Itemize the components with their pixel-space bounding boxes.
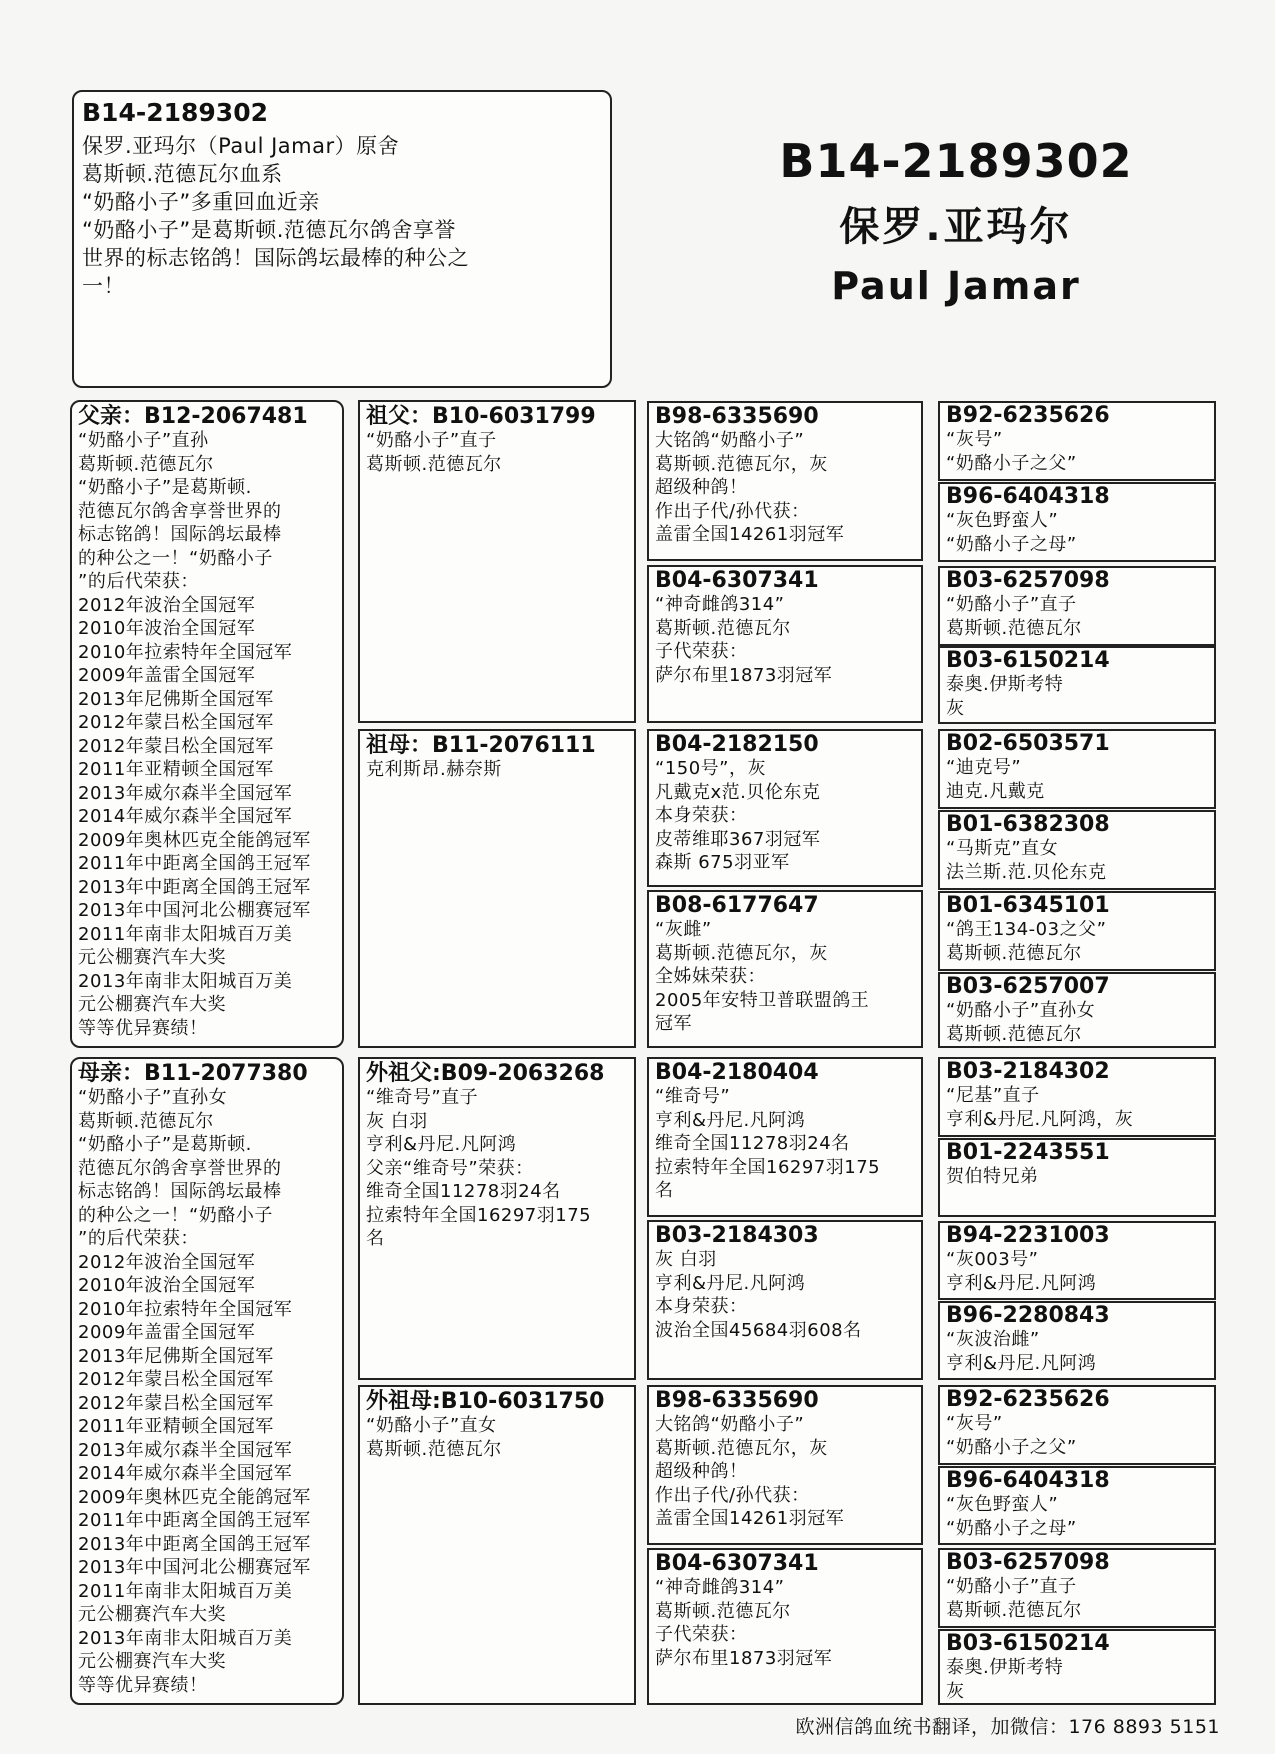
- ggg-line: 灰: [946, 697, 965, 719]
- subject-line: 一！: [82, 274, 125, 298]
- dam-line: 2009年奥林匹克全能鸽冠军: [78, 1486, 311, 1508]
- great-grandparent-line: 大铭鸽“奶酪小子”: [655, 1414, 805, 1435]
- sire-line: ”的后代荣获：: [78, 571, 199, 592]
- ggg-line: 法兰斯.范.贝伦东克: [946, 861, 1107, 883]
- ggg-line: “奶酪小子之母”: [946, 533, 1077, 555]
- ggg-line: “灰号”: [946, 1413, 1003, 1434]
- subject-lines: [82, 132, 602, 300]
- great-grandparent-line: 凡戴克x范.贝伦东克: [655, 781, 821, 803]
- sire-line: 2010年波治全国冠军: [78, 618, 256, 639]
- sire-line: 2013年中距离全国鸽王冠军: [78, 876, 311, 898]
- great-grandparent-line: 萨尔布里1873羽冠军: [655, 664, 833, 686]
- dam-line: 2013年中国河北公棚赛冠军: [78, 1557, 311, 1578]
- ggg-card: [938, 1385, 1216, 1465]
- subject-card: [72, 90, 612, 388]
- sire-line: 元公棚赛汽车大奖: [78, 994, 226, 1015]
- sire-line: 2009年盖雷全国冠军: [78, 665, 256, 686]
- grandparent-line: 葛斯顿.范德瓦尔: [366, 1438, 502, 1460]
- dam-line: 2009年盖雷全国冠军: [78, 1322, 256, 1343]
- ggg-ring: B96-6404318: [946, 1468, 1110, 1493]
- ggg-line: “奶酪小子”直子: [946, 594, 1077, 615]
- dam-card: [70, 1057, 344, 1705]
- ggg-line: 亨利&丹尼.凡阿鸿: [946, 1272, 1097, 1294]
- sire-line: 2014年威尔森半全国冠军: [78, 806, 293, 827]
- ggg-line: “迪克号”: [946, 757, 1022, 778]
- great-grandparent-line: “维奇号”: [655, 1086, 731, 1107]
- ggg-ring: B03-6150214: [946, 648, 1110, 673]
- dam-line: 2013年威尔森半全国冠军: [78, 1439, 293, 1461]
- sire-line: 2011年中距离全国鸽王冠军: [78, 853, 311, 874]
- great-grandparent-line: 维奇全国11278羽24名: [655, 1133, 850, 1154]
- great-grandparent-line: 盖雷全国14261羽冠军: [655, 1508, 845, 1529]
- dam-line: 2010年波治全国冠军: [78, 1275, 256, 1296]
- dam-lines: [78, 1086, 336, 1697]
- grandparent-line: “维奇号”直子: [366, 1087, 479, 1108]
- sire-line: 2011年亚精顿全国冠军: [78, 759, 274, 780]
- dam-line: 范德瓦尔鸽舍享誉世界的: [78, 1157, 282, 1179]
- ggg-ring: B02-6503571: [946, 731, 1110, 756]
- subject-line: 保罗.亚玛尔（Paul Jamar）原舍: [82, 134, 400, 158]
- ggg-card: [938, 401, 1216, 481]
- dam-line: 2011年中距离全国鸽王冠军: [78, 1510, 311, 1531]
- ggg-line: 亨利&丹尼.凡阿鸿，灰: [946, 1108, 1134, 1130]
- great-grandparent-card: [647, 1385, 923, 1545]
- sire-line: 2009年奥林匹克全能鸽冠军: [78, 829, 311, 851]
- great-grandparent-card: [647, 401, 923, 561]
- dam-line: 2011年亚精顿全国冠军: [78, 1416, 274, 1437]
- ggg-card: [938, 1221, 1216, 1300]
- ggg-line: “奶酪小子之母”: [946, 1517, 1077, 1539]
- great-grandparent-line: 皮蒂维耶367羽冠军: [655, 828, 821, 850]
- ggg-card: [938, 1548, 1216, 1628]
- sire-line: “奶酪小子”直孙: [78, 430, 209, 451]
- sire-card: [70, 400, 344, 1048]
- dam-line: 2014年威尔森半全国冠军: [78, 1463, 293, 1484]
- footer-contact: 欧洲信鸽血统书翻译，加微信：176 8893 5151: [795, 1716, 1220, 1738]
- sire-line: 2013年尼佛斯全国冠军: [78, 688, 274, 710]
- grandparent-card: [358, 1057, 636, 1380]
- great-grandparent-line: 萨尔布里1873羽冠军: [655, 1647, 833, 1669]
- grandparent-line: 拉索特年全国16297羽175: [366, 1204, 592, 1226]
- grandparent-ring: 祖父：B10-6031799: [366, 404, 596, 429]
- great-grandparent-line: “150号”，灰: [655, 758, 767, 779]
- dam-line: 2012年波治全国冠军: [78, 1251, 256, 1273]
- great-grandparent-line: 子代荣获：: [655, 1624, 748, 1645]
- great-grandparent-line: “神奇雌鸽314”: [655, 1577, 785, 1598]
- ggg-line: 葛斯顿.范德瓦尔: [946, 617, 1082, 639]
- ggg-card: [938, 1138, 1216, 1217]
- sire-line: 2012年波治全国冠军: [78, 594, 256, 616]
- great-grandparent-line: 灰 白羽: [655, 1249, 717, 1270]
- great-grandparent-line: “灰雌”: [655, 919, 712, 940]
- great-grandparent-line: 超级种鸽！: [655, 477, 748, 498]
- dam-line: 等等优异赛绩！: [78, 1674, 208, 1696]
- ggg-line: 葛斯顿.范德瓦尔: [946, 942, 1082, 964]
- great-grandparent-line: 作出子代/孙代获：: [655, 500, 810, 522]
- dam-line: 元公棚赛汽车大奖: [78, 1651, 226, 1672]
- ggg-card: [938, 1466, 1216, 1545]
- ggg-line: 迪克.凡戴克: [946, 780, 1045, 802]
- sire-line: 2013年威尔森半全国冠军: [78, 782, 293, 804]
- ggg-card: [938, 566, 1216, 646]
- great-grandparent-line: 子代荣获：: [655, 641, 748, 662]
- grandparent-line: 克利斯昂.赫奈斯: [366, 759, 502, 780]
- great-grandparent-line: 拉索特年全国16297羽175: [655, 1156, 881, 1178]
- ggg-line: “奶酪小子”直孙女: [946, 1000, 1096, 1021]
- sire-line: 标志铭鸽！国际鸽坛最棒: [78, 524, 282, 545]
- dam-line: 的种公之一！“奶酪小子: [78, 1204, 273, 1226]
- ggg-ring: B01-6382308: [946, 812, 1110, 837]
- sire-line: “奶酪小子”是葛斯顿.: [78, 477, 252, 498]
- ggg-ring: B94-2231003: [946, 1223, 1110, 1248]
- sire-line: 2013年中国河北公棚赛冠军: [78, 900, 311, 921]
- grandparent-line: “奶酪小子”直子: [366, 430, 497, 451]
- great-grandparent-line: 葛斯顿.范德瓦尔，灰: [655, 1437, 828, 1459]
- great-grandparent-line: 葛斯顿.范德瓦尔，灰: [655, 942, 828, 964]
- great-grandparent-line: 名: [655, 1180, 674, 1201]
- great-grandparent-ring: B04-2182150: [655, 732, 819, 757]
- ggg-ring: B01-6345101: [946, 893, 1110, 918]
- ggg-card: [938, 1301, 1216, 1380]
- dam-line: “奶酪小子”是葛斯顿.: [78, 1134, 252, 1155]
- great-grandparent-ring: B08-6177647: [655, 893, 819, 918]
- great-grandparent-line: 大铭鸽“奶酪小子”: [655, 430, 805, 451]
- dam-line: 2013年南非太阳城百万美: [78, 1627, 293, 1649]
- great-grandparent-line: 葛斯顿.范德瓦尔: [655, 617, 791, 639]
- sire-line: 等等优异赛绩！: [78, 1017, 208, 1039]
- sire-line: 的种公之一！“奶酪小子: [78, 547, 273, 569]
- great-grandparent-line: 冠军: [655, 1013, 692, 1034]
- great-grandparent-line: 盖雷全国14261羽冠军: [655, 524, 845, 545]
- ggg-card: [938, 1057, 1216, 1137]
- ggg-card: [938, 891, 1216, 971]
- grandparent-line: 名: [366, 1228, 385, 1249]
- subject-ring: B14-2189302: [82, 98, 268, 127]
- grandparent-ring: 外祖母:B10-6031750: [366, 1389, 605, 1414]
- great-grandparent-ring: B04-6307341: [655, 1551, 819, 1576]
- ggg-line: 葛斯顿.范德瓦尔: [946, 1023, 1082, 1045]
- sire-line: 2012年蒙吕松全国冠军: [78, 735, 274, 757]
- dam-line: 2012年蒙吕松全国冠军: [78, 1392, 274, 1414]
- ggg-line: “尼基”直子: [946, 1085, 1040, 1106]
- great-grandparent-line: 葛斯顿.范德瓦尔，灰: [655, 453, 828, 475]
- grandparent-line: 灰 白羽: [366, 1110, 428, 1132]
- ggg-ring: B03-2184302: [946, 1059, 1110, 1084]
- sire-line: 2011年南非太阳城百万美: [78, 923, 293, 945]
- dam-ring: 母亲：B11-2077380: [78, 1061, 308, 1086]
- ggg-line: 灰: [946, 1680, 965, 1702]
- sire-line: 2012年蒙吕松全国冠军: [78, 712, 274, 733]
- great-grandparent-card: [647, 1548, 923, 1705]
- great-grandparent-ring: B98-6335690: [655, 404, 819, 429]
- great-grandparent-line: 亨利&丹尼.凡阿鸿: [655, 1109, 806, 1131]
- great-grandparent-line: 葛斯顿.范德瓦尔: [655, 1600, 791, 1622]
- great-grandparent-line: 作出子代/孙代获：: [655, 1484, 810, 1506]
- header-name-cn: 保罗.亚玛尔: [839, 204, 1073, 250]
- great-grandparent-line: 森斯 675羽亚军: [655, 852, 790, 873]
- ggg-line: 葛斯顿.范德瓦尔: [946, 1599, 1082, 1621]
- ggg-card: [938, 646, 1216, 724]
- sire-line: 葛斯顿.范德瓦尔: [78, 453, 214, 475]
- subject-line: 葛斯顿.范德瓦尔血系: [82, 162, 283, 186]
- subject-line: “奶酪小子”多重回血近亲: [82, 190, 320, 214]
- subject-line: 世界的标志铭鸽！国际鸽坛最棒的种公之: [82, 246, 469, 270]
- dam-line: 2010年拉索特年全国冠军: [78, 1298, 293, 1320]
- dam-line: ”的后代荣获：: [78, 1228, 199, 1249]
- ggg-line: 泰奥.伊斯考特: [946, 674, 1064, 695]
- great-grandparent-line: 2005年安特卫普联盟鸽王: [655, 989, 870, 1011]
- ggg-line: 贺伯特兄弟: [946, 1166, 1039, 1187]
- grandparent-card: [358, 1385, 636, 1705]
- grandparent-card: [358, 729, 636, 1048]
- great-grandparent-line: “神奇雌鸽314”: [655, 594, 785, 615]
- sire-ring: 父亲：B12-2067481: [78, 404, 308, 429]
- ggg-ring: B03-6257098: [946, 1550, 1110, 1575]
- ggg-line: “灰号”: [946, 429, 1003, 450]
- ggg-ring: B96-2280843: [946, 1303, 1110, 1328]
- dam-line: “奶酪小子”直孙女: [78, 1087, 228, 1108]
- grandparent-ring: 外祖父:B09-2063268: [366, 1061, 605, 1086]
- dam-line: 2013年中距离全国鸽王冠军: [78, 1533, 311, 1555]
- sire-line: 范德瓦尔鸽舍享誉世界的: [78, 500, 282, 522]
- ggg-ring: B92-6235626: [946, 403, 1110, 428]
- ggg-line: “灰色野蛮人”: [946, 510, 1059, 531]
- sire-line: 2013年南非太阳城百万美: [78, 970, 293, 992]
- ggg-ring: B92-6235626: [946, 1387, 1110, 1412]
- great-grandparent-line: 本身荣获：: [655, 1296, 748, 1317]
- ggg-card: [938, 482, 1216, 562]
- ggg-card: [938, 1629, 1216, 1705]
- sire-line: 元公棚赛汽车大奖: [78, 947, 226, 968]
- ggg-line: “奶酪小子”直子: [946, 1576, 1077, 1597]
- great-grandparent-ring: B04-6307341: [655, 568, 819, 593]
- grandparent-line: 葛斯顿.范德瓦尔: [366, 453, 502, 475]
- great-grandparent-ring: B04-2180404: [655, 1060, 819, 1085]
- grandparent-line: 亨利&丹尼.凡阿鸿: [366, 1134, 517, 1155]
- header-name-en: Paul Jamar: [831, 264, 1081, 308]
- ggg-ring: B03-6150214: [946, 1631, 1110, 1656]
- great-grandparent-card: [647, 1220, 923, 1380]
- dam-line: 标志铭鸽！国际鸽坛最棒: [78, 1181, 282, 1202]
- dam-line: 葛斯顿.范德瓦尔: [78, 1110, 214, 1132]
- ggg-line: “灰色野蛮人”: [946, 1494, 1059, 1515]
- grandparent-card: [358, 400, 636, 723]
- great-grandparent-ring: B98-6335690: [655, 1388, 819, 1413]
- grandparent-line: 维奇全国11278羽24名: [366, 1181, 561, 1202]
- ggg-line: 亨利&丹尼.凡阿鸿: [946, 1352, 1097, 1374]
- great-grandparent-line: 波治全国45684羽608名: [655, 1319, 862, 1341]
- ggg-ring: B03-6257007: [946, 974, 1110, 999]
- dam-line: 2011年南非太阳城百万美: [78, 1580, 293, 1602]
- great-grandparent-line: 本身荣获：: [655, 805, 748, 826]
- ggg-line: “灰003号”: [946, 1249, 1039, 1270]
- ggg-line: “马斯克”直女: [946, 838, 1059, 859]
- grandparent-line: “奶酪小子”直女: [366, 1415, 497, 1436]
- subject-line: “奶酪小子”是葛斯顿.范德瓦尔鸽舍享誉: [82, 218, 456, 242]
- great-grandparent-card: [647, 729, 923, 887]
- dam-line: 2013年尼佛斯全国冠军: [78, 1345, 274, 1367]
- great-grandparent-card: [647, 1057, 923, 1217]
- ggg-card: [938, 729, 1216, 809]
- great-grandparent-ring: B03-2184303: [655, 1223, 819, 1248]
- grandparent-line: 父亲“维奇号”荣获：: [366, 1157, 534, 1179]
- ggg-card: [938, 972, 1216, 1048]
- sire-lines: [78, 429, 336, 1040]
- ggg-ring: B01-2243551: [946, 1140, 1110, 1165]
- ggg-ring: B03-6257098: [946, 568, 1110, 593]
- header-ring-number: B14-2189302: [779, 134, 1133, 188]
- great-grandparent-line: 亨利&丹尼.凡阿鸿: [655, 1272, 806, 1294]
- ggg-line: “奶酪小子之父”: [946, 452, 1077, 474]
- ggg-ring: B96-6404318: [946, 484, 1110, 509]
- great-grandparent-line: 全姊妹荣获：: [655, 966, 766, 987]
- grandparent-ring: 祖母：B11-2076111: [366, 733, 596, 758]
- dam-line: 2012年蒙吕松全国冠军: [78, 1369, 274, 1390]
- ggg-line: “奶酪小子之父”: [946, 1436, 1077, 1458]
- ggg-line: “灰波治雌”: [946, 1329, 1040, 1350]
- ggg-card: [938, 810, 1216, 890]
- sire-line: 2010年拉索特年全国冠军: [78, 641, 293, 663]
- dam-line: 元公棚赛汽车大奖: [78, 1604, 226, 1625]
- ggg-line: 泰奥.伊斯考特: [946, 1657, 1064, 1678]
- great-grandparent-card: [647, 565, 923, 723]
- great-grandparent-line: 超级种鸽！: [655, 1461, 748, 1482]
- ggg-line: “鸽王134-03之父”: [946, 919, 1107, 940]
- great-grandparent-card: [647, 890, 923, 1048]
